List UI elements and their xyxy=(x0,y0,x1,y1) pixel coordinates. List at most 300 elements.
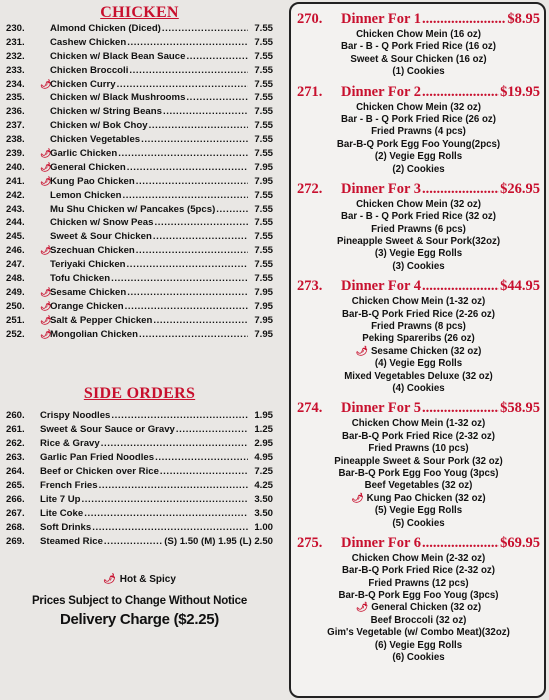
item-name: Almond Chicken (Diced) xyxy=(50,23,161,34)
dinner-price: $26.95 xyxy=(500,180,540,197)
dinner-item xyxy=(297,443,540,455)
dinner-item-text: (2) Cookies xyxy=(392,163,445,175)
dinner-item-text: Chicken Chow Mein (1-32 oz) xyxy=(351,296,486,308)
dot-leader xyxy=(136,175,248,189)
chicken-title: CHICKEN xyxy=(100,4,179,21)
item-price: 7.55 xyxy=(254,92,273,104)
dinner-combos-panel xyxy=(289,2,546,698)
item-price: 7.95 xyxy=(254,161,273,173)
dinner-item-text: Bar - B - Q Pork Fried Rice (32 oz) xyxy=(340,211,497,223)
item-name: Szechuan Chicken xyxy=(50,245,135,257)
dinner-header xyxy=(297,83,540,102)
dinner-item xyxy=(297,518,540,530)
dinner-item-text: (2) Vegie Egg Rolls xyxy=(374,151,463,163)
chili-pepper-icon: 🌶︎ xyxy=(103,574,116,586)
dinner-item xyxy=(297,164,540,176)
dot-leader xyxy=(122,189,248,203)
menu-item xyxy=(6,50,273,64)
item-price: 7.95 xyxy=(254,300,273,312)
item-number: 269. xyxy=(6,535,25,547)
dinner-item xyxy=(297,553,540,565)
dinner-item-text: (4) Cookies xyxy=(392,382,445,394)
dot-leader xyxy=(149,119,248,133)
dinner-item-text: Fried Prawns (12 pcs) xyxy=(368,577,469,589)
dot-leader xyxy=(186,50,248,64)
menu-item xyxy=(6,216,273,230)
dot-leader xyxy=(111,272,248,286)
item-name: Chicken w/ Snow Peas xyxy=(50,217,154,229)
dinner-number: 271. xyxy=(297,83,323,100)
item-name: Crispy Noodles xyxy=(40,410,111,422)
item-price: 7.55 xyxy=(254,50,273,62)
dinner-header xyxy=(297,399,540,418)
side-orders-title: SIDE ORDERS xyxy=(83,385,196,403)
dot-leader xyxy=(82,493,248,507)
item-price: 7.55 xyxy=(254,148,273,160)
item-number: 233. xyxy=(6,64,25,76)
item-price: 7.55 xyxy=(254,231,273,243)
item-price: 7.55 xyxy=(254,78,273,90)
dinner-item xyxy=(297,296,540,308)
menu-item xyxy=(6,22,273,36)
dinner-item-text: Bar-B-Q Pork Egg Foo Youg (3pcs) xyxy=(338,590,499,602)
dot-leader xyxy=(153,230,248,244)
item-name: Kung Pao Chicken xyxy=(50,175,135,187)
menu-footer xyxy=(6,574,273,628)
dinner-item xyxy=(297,602,540,614)
side-order-item xyxy=(6,437,273,451)
dinner-item xyxy=(297,211,540,223)
menu-item xyxy=(6,91,273,105)
dinner-number: 273. xyxy=(297,278,323,295)
item-price: 7.55 xyxy=(254,134,273,146)
menu-item xyxy=(6,286,273,300)
chili-pepper-icon: 🌶︎ xyxy=(40,78,52,89)
dot-leader xyxy=(186,91,248,105)
dinner-item-text: Bar-B-Q Pork Fried Rice (2-26 oz) xyxy=(342,308,495,320)
dinner-item-text: Sesame Chicken (32 oz) xyxy=(370,345,482,357)
item-price: 7.55 xyxy=(254,106,273,118)
dinner-item-text: Fried Prawns (8 pcs) xyxy=(371,321,466,333)
dinner-price: $19.95 xyxy=(500,83,540,100)
dinner-item-text: Kung Pao Chicken (32 oz) xyxy=(366,492,486,504)
menu-item xyxy=(6,133,273,147)
dinner-item xyxy=(297,615,540,627)
chili-pepper-icon: 🌶︎ xyxy=(40,245,52,256)
dinner-price: $44.95 xyxy=(500,278,540,295)
item-number: 245. xyxy=(6,231,25,243)
item-name: Teriyaki Chicken xyxy=(50,259,126,271)
dot-leader xyxy=(136,244,248,258)
dot-leader xyxy=(127,161,248,175)
item-name: Chicken Vegetables xyxy=(50,134,141,146)
dot-leader xyxy=(127,258,248,272)
item-name: Chicken Curry xyxy=(50,78,116,90)
item-number: 246. xyxy=(6,245,25,257)
dinner-item-text: (3) Vegie Egg Rolls xyxy=(374,248,463,260)
dot-leader xyxy=(153,314,248,328)
dinner-item-text: Chicken Chow Mein (1-32 oz) xyxy=(351,418,486,430)
dot-leader xyxy=(176,423,248,437)
dinner-title: Dinner For 6 xyxy=(341,534,422,551)
dinner-title: Dinner For 3 xyxy=(341,180,422,197)
dinner-item xyxy=(297,66,540,78)
dinner-item xyxy=(297,199,540,211)
dinner-item xyxy=(297,493,540,505)
menu-item xyxy=(6,78,273,92)
dot-leader xyxy=(422,83,499,102)
dinner-item xyxy=(297,102,540,114)
dot-leader xyxy=(154,216,248,230)
dinner-item xyxy=(297,333,540,345)
item-number: 251. xyxy=(6,314,25,326)
item-price: (S) 1.50 (M) 1.95 (L) 2.50 xyxy=(164,535,273,547)
dinner-item-text: Peking Spareribs (26 oz) xyxy=(362,333,475,345)
menu-item xyxy=(6,105,273,119)
side-order-item xyxy=(6,451,273,465)
item-name: Soft Drinks xyxy=(40,521,92,533)
dinner-item xyxy=(297,29,540,41)
menu-item xyxy=(6,119,273,133)
side-order-item xyxy=(6,521,273,535)
dot-leader xyxy=(117,78,248,92)
dinner-item xyxy=(297,590,540,602)
item-number: 264. xyxy=(6,466,25,478)
dinner-item xyxy=(297,224,540,236)
item-name: Tofu Chicken xyxy=(50,273,111,285)
item-price: 1.95 xyxy=(254,410,273,422)
dot-leader xyxy=(155,451,248,465)
dinner-item-text: (1) Cookies xyxy=(392,66,445,78)
dinner-price: $8.95 xyxy=(507,11,540,27)
dinner-title: Dinner For 5 xyxy=(341,400,422,417)
item-number: 241. xyxy=(6,175,25,187)
dinner-price: $58.95 xyxy=(500,400,540,417)
item-number: 244. xyxy=(6,217,25,229)
dinner-header xyxy=(297,277,540,296)
dinner-number: 275. xyxy=(297,534,323,551)
dinner-list xyxy=(297,10,540,664)
dinner-item xyxy=(297,41,540,53)
dinner-combo xyxy=(297,399,540,530)
item-number: 239. xyxy=(6,148,25,160)
dinner-number: 274. xyxy=(297,400,323,417)
item-name: Chicken Broccoli xyxy=(50,64,129,76)
chili-pepper-icon: 🌶︎ xyxy=(40,328,52,339)
item-price: 7.95 xyxy=(254,286,273,298)
side-order-item xyxy=(6,409,273,423)
dinner-item xyxy=(297,418,540,430)
dinner-item-text: Bar-B-Q Pork Fried Rice (2-32 oz) xyxy=(342,565,495,577)
side-order-item xyxy=(6,535,273,549)
dinner-item-text: Bar-B-Q Pork Fried Rice (2-32 oz) xyxy=(342,430,495,442)
dinner-item-text: (5) Vegie Egg Rolls xyxy=(374,505,463,517)
item-number: 230. xyxy=(6,23,25,34)
dot-leader xyxy=(99,479,248,493)
dinner-item xyxy=(297,126,540,138)
item-name: Chicken w/ Bok Choy xyxy=(50,120,148,132)
dot-leader xyxy=(129,64,248,78)
dinner-item-text: Chicken Chow Mein (16 oz) xyxy=(356,29,481,40)
item-name: Cashew Chicken xyxy=(50,36,127,48)
dot-leader xyxy=(216,203,248,217)
item-price: 7.55 xyxy=(254,189,273,201)
item-number: 268. xyxy=(6,521,25,533)
dinner-item xyxy=(297,480,540,492)
dinner-combo xyxy=(297,83,540,176)
item-number: 266. xyxy=(6,493,25,505)
dinner-combo xyxy=(297,10,540,79)
item-name: Lite Coke xyxy=(40,507,84,519)
menu-item xyxy=(6,244,273,258)
menu-item xyxy=(6,258,273,272)
item-name: Mu Shu Chicken w/ Pancakes (5pcs) xyxy=(50,203,216,215)
dinner-item xyxy=(297,309,540,321)
item-number: 260. xyxy=(6,410,25,422)
item-name: Chicken w/ Black Bean Sauce xyxy=(50,50,186,62)
dinner-item xyxy=(297,505,540,517)
chili-pepper-icon: 🌶︎ xyxy=(40,314,52,325)
item-number: 262. xyxy=(6,438,25,450)
dinner-item-text: (5) Cookies xyxy=(392,517,445,529)
dinner-item xyxy=(297,383,540,395)
item-name: Chicken w/ Black Mushrooms xyxy=(50,92,186,104)
chili-pepper-icon: 🌶︎ xyxy=(355,345,368,357)
item-number: 250. xyxy=(6,300,25,312)
dot-leader xyxy=(422,534,499,553)
item-number: 232. xyxy=(6,50,25,62)
dinner-header xyxy=(297,180,540,199)
dot-leader xyxy=(160,465,248,479)
dinner-item-text: Gim's Vegetable (w/ Combo Meat)(32oz) xyxy=(327,627,510,639)
dinner-item xyxy=(297,248,540,260)
dinner-item xyxy=(297,139,540,151)
item-name: Rice & Gravy xyxy=(40,438,100,450)
item-name: Mongolian Chicken xyxy=(50,328,138,340)
item-price: 1.00 xyxy=(254,521,273,533)
item-price: 7.55 xyxy=(254,259,273,271)
chili-pepper-icon: 🌶︎ xyxy=(40,161,52,172)
dot-leader xyxy=(139,328,248,342)
item-price: 2.95 xyxy=(254,438,273,450)
item-price: 3.50 xyxy=(254,507,273,519)
dot-leader xyxy=(104,535,163,549)
side-order-item xyxy=(6,507,273,521)
dinner-item xyxy=(297,236,540,248)
item-price: 7.55 xyxy=(254,245,273,257)
item-name: Salt & Pepper Chicken xyxy=(50,314,153,326)
dot-leader xyxy=(125,300,248,314)
chili-pepper-icon: 🌶︎ xyxy=(355,602,369,614)
item-name: Orange Chicken xyxy=(50,300,124,312)
dinner-combo xyxy=(297,277,540,395)
item-number: 235. xyxy=(6,92,25,104)
dinner-item-text: General Chicken (32 oz) xyxy=(371,602,482,614)
dot-leader xyxy=(422,10,506,29)
dinner-item-text: Mixed Vegetables Deluxe (32 oz) xyxy=(344,370,493,382)
dot-leader xyxy=(127,36,248,50)
dinner-item-text: (6) Cookies xyxy=(392,652,445,664)
chili-pepper-icon: 🌶︎ xyxy=(40,300,52,311)
chili-pepper-icon: 🌶︎ xyxy=(40,175,52,186)
dinner-item xyxy=(297,627,540,639)
item-price: 7.55 xyxy=(254,217,273,229)
dot-leader xyxy=(422,399,499,418)
item-price: 4.25 xyxy=(254,479,273,491)
dot-leader xyxy=(111,409,248,423)
dinner-item-text: (6) Vegie Egg Rolls xyxy=(374,639,463,651)
side-order-item xyxy=(6,423,273,437)
item-number: 249. xyxy=(6,286,25,298)
dinner-item xyxy=(297,456,540,468)
price-notice: Prices Subject to Change Without Notice xyxy=(31,595,248,608)
dinner-item xyxy=(297,640,540,652)
side-order-item xyxy=(6,493,273,507)
dot-leader xyxy=(422,277,499,296)
dot-leader xyxy=(141,133,248,147)
item-number: 261. xyxy=(6,424,25,436)
menu-item xyxy=(6,230,273,244)
dinner-item-text: Beef Broccoli (32 oz) xyxy=(370,614,467,626)
dot-leader xyxy=(92,521,248,535)
item-name: Garlic Chicken xyxy=(50,148,118,160)
chicken-list xyxy=(6,22,273,341)
dinner-item xyxy=(297,578,540,590)
item-number: 267. xyxy=(6,507,25,519)
dinner-item xyxy=(297,261,540,273)
dinner-title: Dinner For 2 xyxy=(341,83,422,100)
dinner-item xyxy=(297,371,540,383)
item-name: Sweet & Sour Sauce or Gravy xyxy=(40,424,175,436)
chili-pepper-icon: 🌶︎ xyxy=(40,286,52,297)
item-price: 1.25 xyxy=(254,424,273,436)
chicken-section xyxy=(6,4,273,341)
dinner-item-text: Fried Prawns (4 pcs) xyxy=(371,126,466,138)
side-order-item xyxy=(6,465,273,479)
item-name: Beef or Chicken over Rice xyxy=(40,466,159,478)
item-number: 231. xyxy=(6,36,25,48)
item-number: 234. xyxy=(6,78,25,90)
dot-leader xyxy=(162,22,248,36)
dinner-item-text: Bar - B - Q Pork Fried Rice (26 oz) xyxy=(340,113,497,125)
hot-spicy-label: Hot & Spicy xyxy=(119,574,176,586)
dot-leader xyxy=(163,105,248,119)
dinner-title: Dinner For 4 xyxy=(341,278,422,295)
item-number: 242. xyxy=(6,189,25,201)
dot-leader xyxy=(101,437,248,451)
dinner-title: Dinner For 1 xyxy=(341,11,422,27)
dinner-item-text: Chicken Chow Mein (32 oz) xyxy=(356,198,481,210)
dinner-item-text: Beef Vegetables (32 oz) xyxy=(364,480,473,492)
dot-leader xyxy=(118,147,248,161)
dinner-item xyxy=(297,114,540,126)
dinner-item-text: Bar - B - Q Pork Fried Rice (16 oz) xyxy=(340,41,497,53)
item-price: 7.55 xyxy=(254,64,273,76)
item-price: 3.50 xyxy=(254,493,273,505)
menu-item xyxy=(6,189,273,203)
dinner-item xyxy=(297,468,540,480)
item-price: 4.95 xyxy=(254,452,273,464)
item-price: 7.55 xyxy=(254,36,273,48)
item-name: Chicken w/ String Beans xyxy=(50,106,162,118)
item-number: 237. xyxy=(6,120,25,132)
dinner-combo xyxy=(297,534,540,665)
item-name: Garlic Pan Fried Noodles xyxy=(40,452,155,464)
item-price: 7.55 xyxy=(254,273,273,285)
side-order-item xyxy=(6,479,273,493)
side-orders-list xyxy=(6,409,273,548)
dinner-item xyxy=(297,652,540,664)
dinner-item xyxy=(297,151,540,163)
dinner-item xyxy=(297,346,540,358)
menu-item xyxy=(6,300,273,314)
menu-item xyxy=(6,64,273,78)
item-number: 263. xyxy=(6,452,25,464)
menu-item xyxy=(6,161,273,175)
item-name: Sesame Chicken xyxy=(50,286,127,298)
item-number: 240. xyxy=(6,161,25,173)
dinner-item-text: Chicken Chow Mein (2-32 oz) xyxy=(351,552,486,564)
item-price: 7.25 xyxy=(254,466,273,478)
dinner-item-text: Bar-B-Q Pork Egg Foo Young(2pcs) xyxy=(336,138,501,150)
dinner-item-text: Pineapple Sweet & Sour Pork (32 oz) xyxy=(334,455,503,467)
dinner-header xyxy=(297,10,540,29)
item-price: 7.95 xyxy=(254,314,273,326)
menu-item xyxy=(6,203,273,217)
dinner-item xyxy=(297,431,540,443)
menu-item xyxy=(6,36,273,50)
menu-item xyxy=(6,175,273,189)
hot-spicy-legend xyxy=(6,574,273,585)
menu-item xyxy=(6,314,273,328)
dinner-combo xyxy=(297,180,540,273)
menu-item xyxy=(6,328,273,342)
dinner-price: $69.95 xyxy=(500,534,540,551)
dot-leader xyxy=(422,180,499,199)
item-price: 7.55 xyxy=(254,120,273,132)
menu-item xyxy=(6,147,273,161)
item-number: 252. xyxy=(6,328,25,340)
dinner-item-text: Fried Prawns (10 pcs) xyxy=(368,443,469,455)
item-number: 247. xyxy=(6,259,25,271)
dinner-item-text: Bar-B-Q Pork Egg Foo Youg (3pcs) xyxy=(338,467,499,479)
item-number: 238. xyxy=(6,134,25,146)
dinner-item xyxy=(297,54,540,66)
chili-pepper-icon: 🌶︎ xyxy=(40,148,52,159)
dinner-item-text: (3) Cookies xyxy=(392,260,445,272)
item-price: 7.55 xyxy=(254,23,273,34)
item-name: General Chicken xyxy=(50,161,126,173)
dinner-item xyxy=(297,565,540,577)
menu-item xyxy=(6,272,273,286)
dinner-header xyxy=(297,534,540,553)
dinner-number: 272. xyxy=(297,180,323,197)
item-number: 236. xyxy=(6,106,25,118)
item-number: 265. xyxy=(6,479,25,491)
item-number: 248. xyxy=(6,273,25,285)
item-name: Steamed Rice xyxy=(40,535,103,547)
dinner-item xyxy=(297,358,540,370)
item-name: Lemon Chicken xyxy=(50,189,122,201)
item-price: 7.55 xyxy=(254,203,273,215)
dot-leader xyxy=(127,286,248,300)
item-name: French Fries xyxy=(40,479,98,491)
delivery-charge: Delivery Charge ($2.25) xyxy=(59,611,220,629)
dinner-item xyxy=(297,321,540,333)
item-name: Lite 7 Up xyxy=(40,493,81,505)
dinner-number: 270. xyxy=(297,11,323,27)
chili-pepper-icon: 🌶︎ xyxy=(351,492,364,504)
